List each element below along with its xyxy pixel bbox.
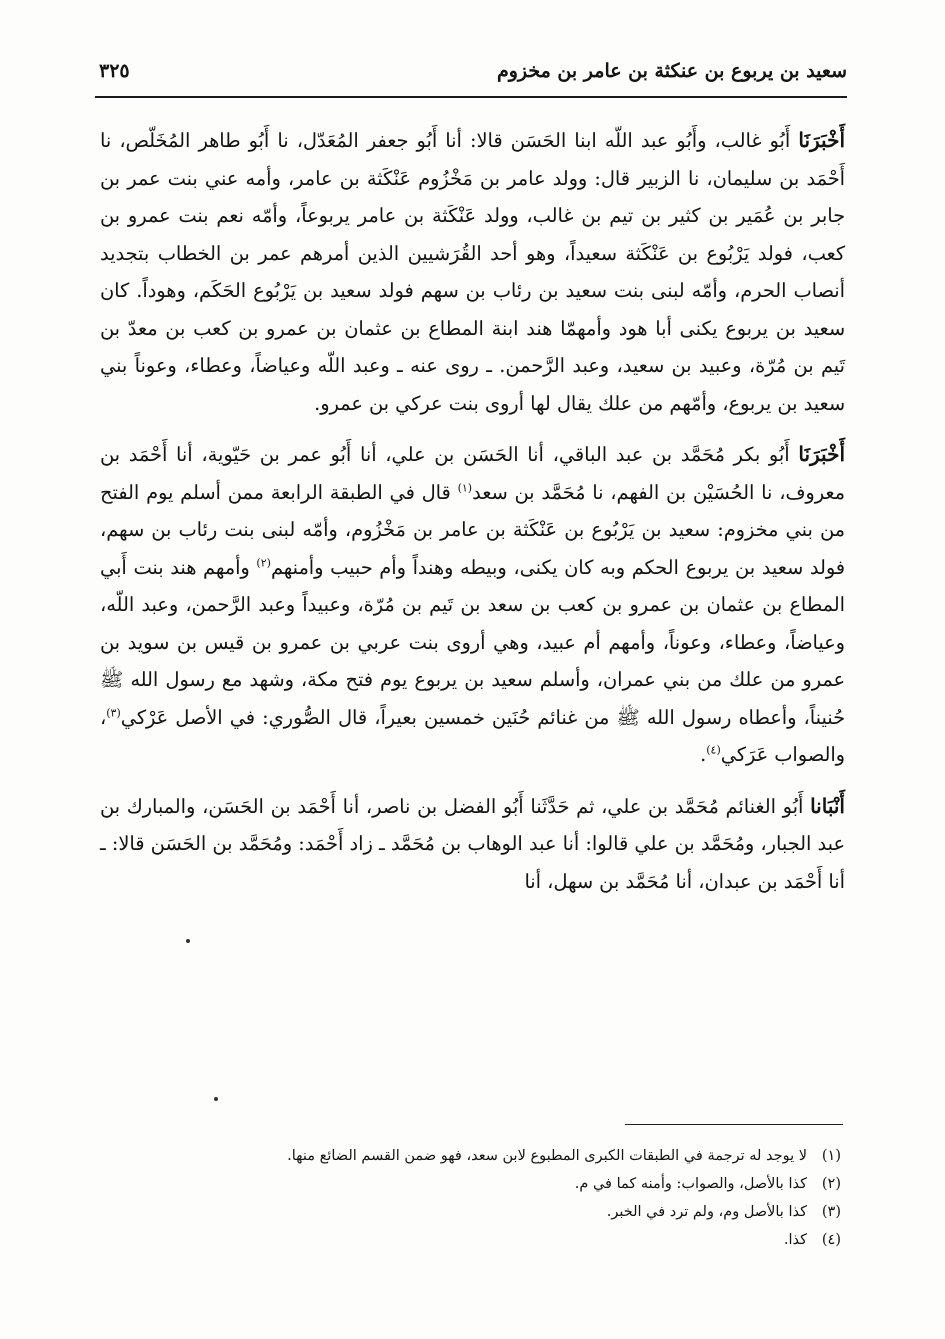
paragraph-text: . bbox=[700, 743, 707, 766]
paragraph-lead-word: أَنْبَانا bbox=[810, 793, 845, 818]
footnote-ref-2: (٢) bbox=[256, 556, 271, 570]
footnote-ref-1: (١) bbox=[457, 481, 473, 495]
footnote bbox=[100, 1198, 841, 1226]
paragraph-2 bbox=[100, 436, 845, 774]
scan-speck bbox=[214, 1097, 218, 1101]
page-number: ٣٢٥ bbox=[99, 60, 130, 82]
scan-speck bbox=[186, 939, 190, 943]
footnote-number: (٣) bbox=[821, 1204, 841, 1220]
paragraph-lead-word: أَخْبَرَنَا bbox=[798, 128, 845, 152]
paragraph-text: وأمهم هند بنت أَبي المطاع بن عثمان بن عمرو بن كعب بن سعد بن تَيم بن مُرّة، وعبيداً وعبد الرَّحمن، وعبد اللّه، وعياضاً، وعطاء، وعوناً، وأمهم أم عبيد، وهي أروى بنت عربي بن عمرو بن قيس بن سويد بن عمرو من علك من بني عمران، وأسلم سعيد بن يربوع يوم فتح مكة، وشهد مع رسول الله ﷺ حُنيناً، وأعطاه رسول الله ﷺ من غنائم حُنَين خمسين بعيراً، قال الصُّوري: في الأصل عَرْكي bbox=[100, 555, 845, 729]
footnote-text: لا يوجد له ترجمة في الطبقات الكبرى المطبوع لابن سعد، فهو ضمن القسم الضائع منها. bbox=[287, 1148, 807, 1164]
header-title: سعيد بن يربوع بن عنكثة بن عامر بن مخزوم bbox=[496, 60, 847, 82]
footnote-number: (١) bbox=[821, 1148, 841, 1164]
paragraph-lead-word: أَخْبَرَنَا bbox=[798, 442, 845, 466]
footnote-text: كذا بالأصل، والصواب: وأمنه كما في م. bbox=[574, 1176, 807, 1192]
footnote-ref-3: (٣) bbox=[106, 706, 121, 720]
footnote bbox=[100, 1170, 841, 1198]
footnotes bbox=[100, 1142, 841, 1254]
footnote-text: كذا بالأصل وم، ولم ترد في الخبر. bbox=[606, 1204, 807, 1220]
footnote bbox=[100, 1226, 841, 1254]
running-header bbox=[95, 56, 847, 98]
paragraph-3 bbox=[100, 788, 845, 901]
footnote-number: (٤) bbox=[821, 1232, 841, 1248]
paragraph-text: أَبُو الغنائم مُحَمَّد بن علي، ثم حَدَّثَنا أَبُو الفضل بن ناصر، أنا أَحْمَد بن الحَسَن، والمبارك بن عبد الجبار، ومُحَمَّد بن علي قالوا: أنا عبد الوهاب بن مُحَمَّد ـ زاد أَحْمَد: ومُحَمَّد بن الحَسَن قالا: ـ أنا أَحْمَد بن عبدان، أنا مُحَمَّد بن سهل، أنا bbox=[100, 794, 845, 893]
footnote-text: كذا. bbox=[783, 1232, 807, 1248]
main-text bbox=[100, 122, 845, 914]
paragraph-text: أَبُو بكر مُحَمَّد بن عبد الباقي، أنا الحَسَن بن علي، أنا أَبُو عمر بن حَيّوية، أنا أَحْمَد بن معروف، نا الحُسَيْن بن الفهم، نا مُحَمَّد بن سعد bbox=[100, 443, 845, 504]
paragraph-text: ، والصواب عَرَكي bbox=[100, 705, 845, 766]
paragraph-text: أَبُو غالب، وأَبُو عبد اللّه ابنا الحَسَن قالا: أنا أَبُو جعفر المُعَدّل، نا أَبُو طاهر المُخَلّص، نا أَحْمَد بن سليمان، نا الزبير قال: وولد عامر بن مَخْزُوم عَنْكَثة بن عامر، وأمه عني بنت عمر بن جابر بن عُمَير بن كثير بن تيم بن غالب، وولد عَنْكَثة بن عامر يربوعاً، وأمّه نعم بنت عمرو بن كعب، فولد يَرْبُوع بن عَنْكَثة سعيداً، وهو أحد القُرَشيين الذين أمرهم عمر بن الخطاب بتجديد أنصاب الحرم، وأمّه لبنى بنت سعيد بن رئاب بن سهم فولد سعيد بن يَرْبُوع الحَكَم، وهوداً. كان سعيد بن يربوع يكنى أبا هود وأمهمّا هند ابنة المطاع بن عثمان بن عمرو بن كعب بن معدّ بن تَيم بن مُرّة، وعبيد بن سعيد، وعبد الرَّحمن. ـ روى عنه ـ وعبد اللّه وعياضاً، وعطاء، وعوناً بني سعيد بن يربوع، وأمّهم من علك يقال لها أروى بنت عركي بن عمرو. bbox=[100, 129, 845, 415]
footnote bbox=[100, 1142, 841, 1170]
footnote-number: (٢) bbox=[821, 1176, 841, 1192]
paragraph-1 bbox=[100, 122, 845, 422]
footnote-separator bbox=[625, 1124, 843, 1125]
footnote-ref-4: (٤) bbox=[706, 743, 721, 757]
paragraph-text: قال في الطبقة الرابعة ممن أسلم يوم الفتح من بني مخزوم: سعيد بن يَرْبُوع بن عَنْكَثة بن عامر بن مَخْزُوم، وأمّه لبنى بنت رئاب بن سهم، فولد سعيد بن يربوع الحكم وبه كان يكنى، وبيطه وهنداً وأم حبيب وأمنهم bbox=[100, 480, 845, 579]
